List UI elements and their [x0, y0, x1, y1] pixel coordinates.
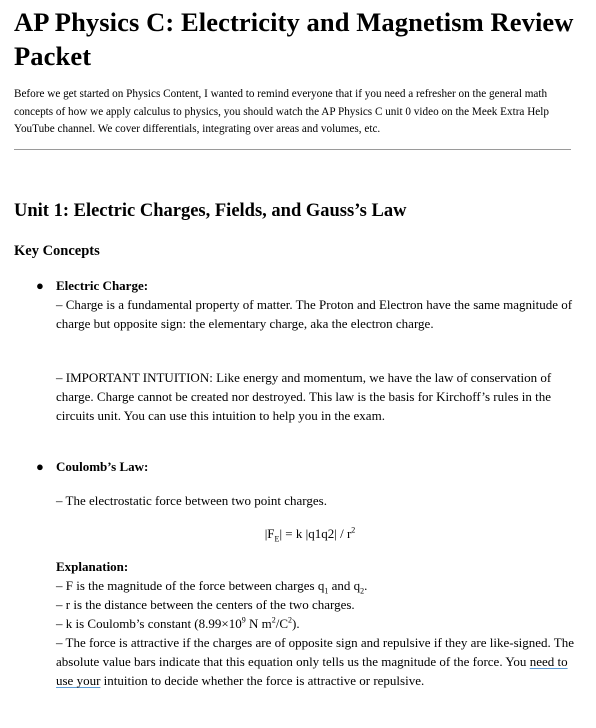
underlined-phrase: need to use your — [56, 654, 568, 689]
explanation-line-distance: – r is the distance between the centers of the two charges. — [56, 597, 355, 612]
explanation-line-force: – F is the magnitude of the force between charges $q_1$ and $q_2$. — [56, 578, 368, 596]
bullet-icon: ● — [36, 278, 44, 293]
unit-heading: Unit 1: Electric Charges, Fields, and Gauss’s Law — [14, 201, 407, 221]
coulombs-law-definition: – The electrostatic force between two point charges. — [56, 493, 327, 508]
key-concepts-heading: Key Concepts — [14, 243, 100, 259]
electric-charge-paragraph-2: – IMPORTANT INTUITION: Like energy and momentum, we have the law of conservation of charge. Charge cannot be created nor destroyed. This law is the basis for Kirchoff’s rules in the circuits unit. You can use this intuition to help you in the exam. — [56, 370, 552, 424]
explanation-title: Explanation: — [56, 559, 129, 574]
coulombs-law-title: Coulomb’s Law: — [56, 459, 149, 474]
explanation-line-constant: – k is Coulomb’s constant ($8.99\times 10^9$ N $m^2/C^2$). — [56, 615, 300, 631]
explanation-line-direction: – The force is attractive if the charges are of opposite sign and repulsive if they are like-signed. The absolute value bars indicate that this equation only tells us the magnitude of the force. You need to use your intuition to decide whether the force is attractive or repulsive. — [56, 635, 575, 689]
bullet-icon: ● — [36, 459, 44, 474]
document-title: AP Physics C: Electricity and Magnetism Review Packet — [14, 7, 574, 71]
coulombs-law-formula: $|F_E| = k$ $|q1q2| / r^2$ — [264, 525, 356, 544]
electric-charge-title: Electric Charge: — [56, 278, 149, 293]
section-divider — [14, 149, 571, 150]
electric-charge-paragraph-1: – Charge is a fundamental property of matter. The Proton and Electron have the same magnitude of charge but opposite sign: the elementary charge, aka the electron charge. — [56, 297, 573, 332]
document-page — [14, 0, 586, 689]
intro-paragraph: Before we get started on Physics Content, I wanted to remind everyone that if you need a refresher on the general math concepts of how we apply calculus to physics, you should watch the AP Physics C unit 0 video on the Meek Extra Help YouTube channel. We cover differentials, integrating over areas and volumes, etc. — [14, 88, 549, 135]
